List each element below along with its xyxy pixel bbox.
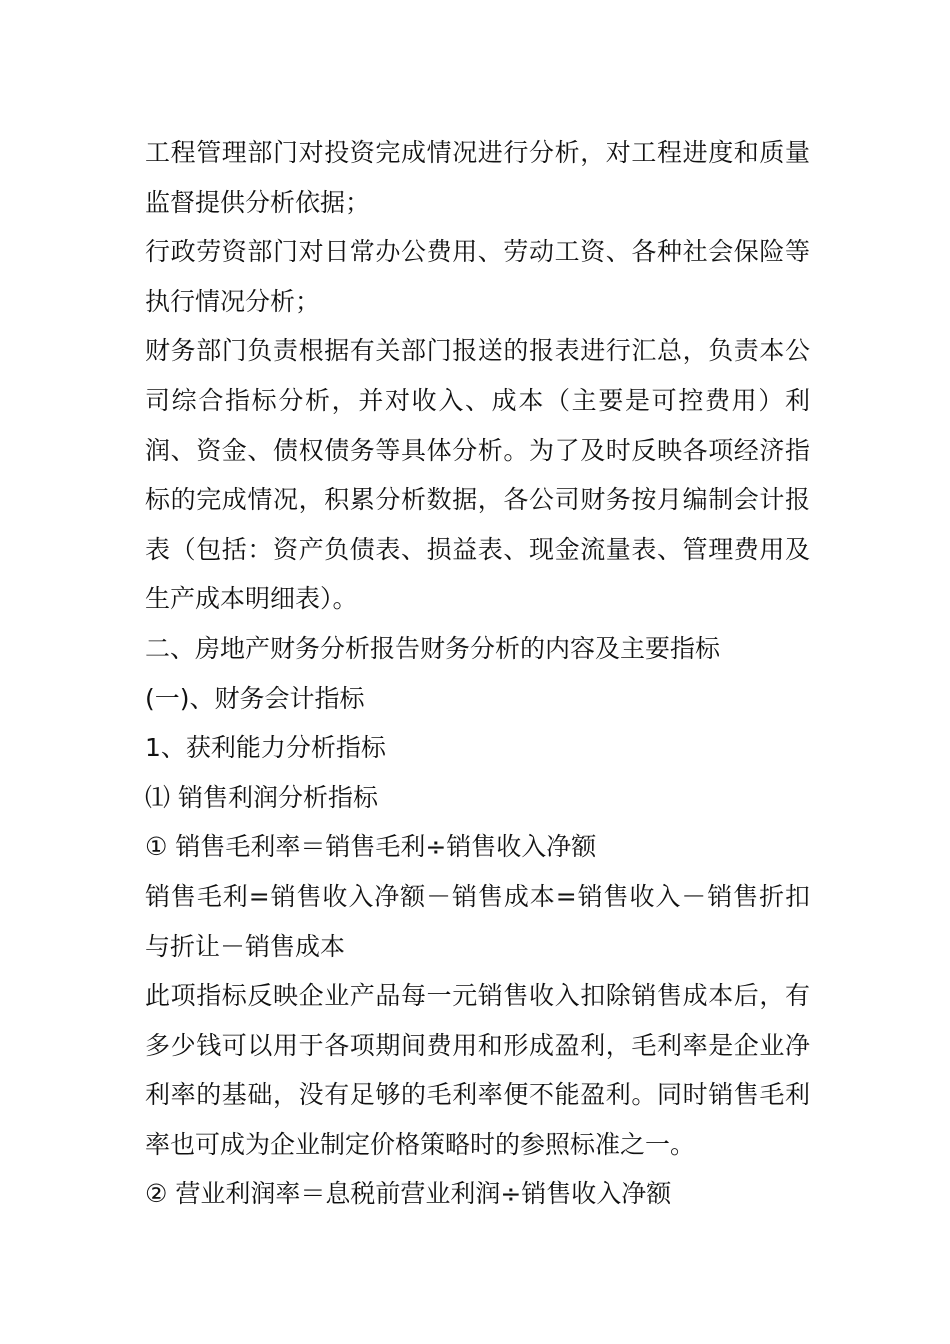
formula-operating-profit-rate: ② 营业利润率＝息税前营业利润÷销售收入净额 bbox=[145, 1179, 672, 1209]
item-heading-profitability: 1、获利能力分析指标 bbox=[145, 733, 386, 763]
paragraph-engineering-dept: 工程管理部门对投资完成情况进行分析，对工程进度和质量监督提供分析依据； bbox=[145, 138, 810, 217]
document-body bbox=[145, 128, 810, 1219]
subsection-heading-1: (一)、财务会计指标 bbox=[145, 683, 365, 713]
paragraph-gross-margin-explanation: 此项指标反映企业产品每一元销售收入扣除销售成本后，有多少钱可以用于各项期间费用和形成盈利，毛利率是企业净利率的基础，没有足够的毛利率便不能盈利。同时销售毛利率也可成为企业制定价格策略时的参照标准之一。 bbox=[145, 981, 810, 1159]
section-heading-2: 二、房地产财务分析报告财务分析的内容及主要指标 bbox=[145, 633, 721, 663]
formula-gross-margin-rate: ① 销售毛利率＝销售毛利÷销售收入净额 bbox=[145, 832, 597, 862]
paragraph-finance-dept: 财务部门负责根据有关部门报送的报表进行汇总，负责本公司综合指标分析，并对收入、成本（主要是可控费用）利润、资金、债权债务等具体分析。为了及时反映各项经济指标的完成情况，积累分析数据，各公司财务按月编制会计报表（包括：资产负债表、损益表、现金流量表、管理费用及生产成本明细表）。 bbox=[145, 336, 810, 614]
paragraph-admin-labor-dept: 行政劳资部门对日常办公费用、劳动工资、各种社会保险等执行情况分析； bbox=[145, 237, 810, 316]
formula-gross-profit: 销售毛利=销售收入净额－销售成本=销售收入－销售折扣与折让－销售成本 bbox=[145, 881, 810, 961]
item-heading-sales-profit: ⑴ 销售利润分析指标 bbox=[145, 782, 378, 812]
